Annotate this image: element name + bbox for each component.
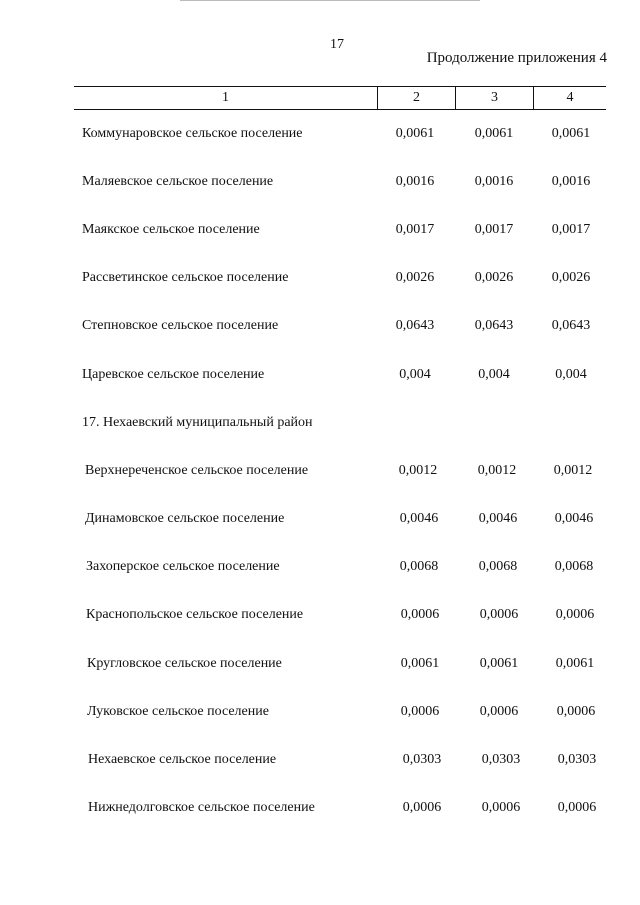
settlement-name: Краснопольское сельское поселение: [86, 607, 304, 622]
column-header-3: 3: [456, 87, 534, 109]
value-col-2: 0,0068: [399, 559, 439, 574]
settlement-name: Луковское сельское поселение: [87, 704, 269, 719]
value-col-3: 0,0026: [474, 270, 514, 285]
value-col-3: 0,0006: [479, 704, 519, 719]
value-col-4: 0,0068: [554, 559, 594, 574]
settlement-name: Степновское сельское поселение: [82, 318, 279, 333]
settlement-name: Рассветинское сельское поселение: [82, 270, 289, 285]
district-heading: 17. Нехаевский муниципальный район: [82, 415, 313, 430]
value-col-4: 0,0006: [556, 704, 596, 719]
value-col-3: 0,0061: [479, 656, 519, 671]
settlement-name: Маляевское сельское поселение: [82, 174, 274, 189]
value-col-3: 0,0016: [474, 174, 514, 189]
value-col-2: 0,0006: [402, 800, 442, 815]
table-row: [0, 559, 640, 581]
value-col-2: 0,0061: [400, 656, 440, 671]
table-row: [0, 656, 640, 678]
value-col-2: 0,0012: [398, 463, 438, 478]
value-col-2: 0,0016: [395, 174, 435, 189]
value-col-4: 0,0643: [551, 318, 591, 333]
page-number: 17: [330, 37, 344, 52]
value-col-4: 0,0046: [554, 511, 594, 526]
table-row: [0, 270, 640, 292]
settlement-name: Коммунаровское сельское поселение: [82, 126, 303, 141]
value-col-2: 0,0643: [395, 318, 435, 333]
value-col-4: 0,0061: [555, 656, 595, 671]
value-col-3: 0,0046: [478, 511, 518, 526]
settlement-name: Кругловское сельское поселение: [87, 656, 282, 671]
column-header-2: 2: [378, 87, 456, 109]
settlement-name: Маякское сельское поселение: [82, 222, 260, 237]
value-col-3: 0,0061: [474, 126, 514, 141]
value-col-3: 0,0643: [474, 318, 514, 333]
value-col-2: 0,0006: [400, 704, 440, 719]
value-col-2: 0,0017: [395, 222, 435, 237]
district-heading-row: [0, 415, 640, 437]
value-col-4: 0,0016: [551, 174, 591, 189]
value-col-2: 0,004: [399, 367, 431, 382]
settlement-name: Верхнереченское сельское поселение: [85, 463, 309, 478]
value-col-4: 0,0012: [553, 463, 593, 478]
value-col-3: 0,0012: [477, 463, 517, 478]
value-col-3: 0,0017: [474, 222, 514, 237]
value-col-4: 0,0006: [557, 800, 597, 815]
value-col-2: 0,0046: [399, 511, 439, 526]
table-row: [0, 607, 640, 629]
table-row: [0, 222, 640, 244]
value-col-4: 0,0026: [551, 270, 591, 285]
table-row: [0, 174, 640, 196]
table-row: [0, 318, 640, 340]
table-row: [0, 367, 640, 389]
value-col-4: 0,004: [555, 367, 587, 382]
value-col-2: 0,0303: [402, 752, 442, 767]
settlement-name: Нижнедолговское сельское поселение: [88, 800, 315, 815]
table-row: [0, 463, 640, 485]
column-header-4: 4: [566, 90, 574, 105]
value-col-4: 0,0017: [551, 222, 591, 237]
table-header-row: [74, 86, 606, 110]
value-col-2: 0,0026: [395, 270, 435, 285]
scan-edge-rule: [180, 0, 480, 1]
value-col-3: 0,0068: [478, 559, 518, 574]
settlement-name: Царевское сельское поселение: [82, 367, 265, 382]
value-col-3: 0,0303: [481, 752, 521, 767]
appendix-continuation-label: Продолжение приложения 4: [426, 50, 607, 66]
table-row: [0, 511, 640, 533]
column-header-1: 1: [74, 87, 378, 109]
settlement-name: Динамовское сельское поселение: [85, 511, 285, 526]
table-row: [0, 704, 640, 726]
value-col-2: 0,0006: [400, 607, 440, 622]
table-row: [0, 752, 640, 774]
value-col-4: 0,0006: [555, 607, 595, 622]
settlement-name: Захоперское сельское поселение: [86, 559, 280, 574]
value-col-4: 0,0061: [551, 126, 591, 141]
value-col-4: 0,0303: [557, 752, 597, 767]
value-col-2: 0,0061: [395, 126, 435, 141]
table-row: [0, 800, 640, 822]
value-col-3: 0,0006: [479, 607, 519, 622]
table-row: [0, 126, 640, 148]
value-col-3: 0,0006: [481, 800, 521, 815]
settlement-name: Нехаевское сельское поселение: [88, 752, 277, 767]
value-col-3: 0,004: [478, 367, 510, 382]
